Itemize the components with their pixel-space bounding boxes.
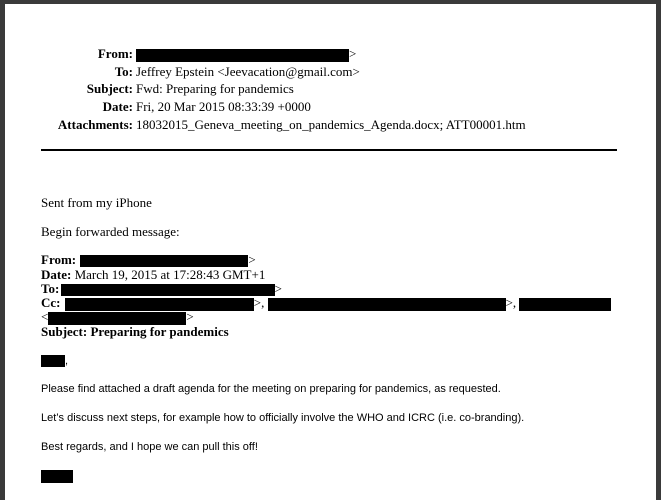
- redaction-bar: [136, 49, 349, 62]
- forwarded-to-suffix: >: [274, 281, 282, 296]
- greeting-suffix: ,: [65, 355, 69, 367]
- header-divider: [41, 149, 617, 151]
- forwarded-cc-label: Cc:: [41, 295, 61, 310]
- redaction-bar: [61, 284, 275, 296]
- forwarded-subject-value: Preparing for pandemics: [90, 324, 229, 339]
- document-page: [5, 4, 656, 500]
- message-paragraph-3: Best regards, and I hope we can pull this off!: [41, 441, 258, 453]
- forwarded-subject-row: [41, 325, 229, 339]
- forwarded-from-label: From:: [41, 252, 77, 267]
- forwarded-date-row: [41, 268, 265, 282]
- header-attachments-label: Attachments:: [57, 117, 133, 132]
- header-from-suffix: >: [349, 46, 357, 61]
- forwarded-cc-line2-suffix: >: [186, 309, 194, 324]
- forwarded-to-label: To:: [41, 281, 60, 296]
- sent-from-line: Sent from my iPhone: [41, 195, 152, 210]
- forwarded-cc-row-continued: [41, 310, 194, 325]
- redaction-bar: [80, 255, 248, 267]
- header-date-label: Date:: [102, 99, 133, 114]
- forwarded-date-value: March 19, 2015 at 17:28:43 GMT+1: [74, 267, 266, 282]
- forwarded-from-row: [41, 253, 256, 267]
- redaction-bar: [48, 312, 186, 325]
- header-subject-row: [5, 80, 405, 97]
- header-date-row: [5, 98, 405, 115]
- header-date-value: Fri, 20 Mar 2015 08:33:39 +0000: [136, 99, 311, 114]
- redaction-bar: [268, 298, 506, 311]
- header-attachments-value: 18032015_Geneva_meeting_on_pandemics_Agenda.docx; ATT00001.htm: [136, 117, 526, 132]
- redaction-bar: [41, 355, 65, 367]
- forwarded-date-label: Date:: [41, 267, 72, 282]
- forwarded-cc-sep1: >,: [253, 295, 265, 310]
- forwarded-cc-line2-prefix: <: [41, 309, 49, 324]
- signature-redaction: [41, 470, 73, 483]
- forwarded-cc-sep2: >,: [505, 295, 517, 310]
- message-paragraph-2: Let’s discuss next steps, for example how to officially involve the WHO and ICRC (i.e. co-branding).: [41, 412, 525, 424]
- header-to-row: [5, 63, 405, 80]
- begin-forwarded-line: Begin forwarded message:: [41, 224, 180, 239]
- forwarded-to-row: [41, 282, 282, 296]
- redaction-bar: [65, 298, 254, 311]
- redaction-bar: [519, 298, 611, 311]
- header-to-value: Jeffrey Epstein <Jeevacation@gmail.com>: [136, 64, 360, 79]
- header-from-label: From:: [97, 46, 133, 61]
- forwarded-from-suffix: >: [248, 252, 256, 267]
- forwarded-cc-row: [41, 296, 611, 311]
- greeting-line: [41, 354, 68, 368]
- header-subject-label: Subject:: [86, 81, 133, 96]
- message-paragraph-1: Please find attached a draft agenda for the meeting on preparing for pandemics, as requested.: [41, 383, 501, 395]
- header-attachments-row: [5, 116, 625, 133]
- header-subject-value: Fwd: Preparing for pandemics: [136, 81, 294, 96]
- forwarded-subject-label: Subject:: [41, 324, 88, 339]
- header-from-row: [5, 45, 405, 62]
- header-to-label: To:: [114, 64, 133, 79]
